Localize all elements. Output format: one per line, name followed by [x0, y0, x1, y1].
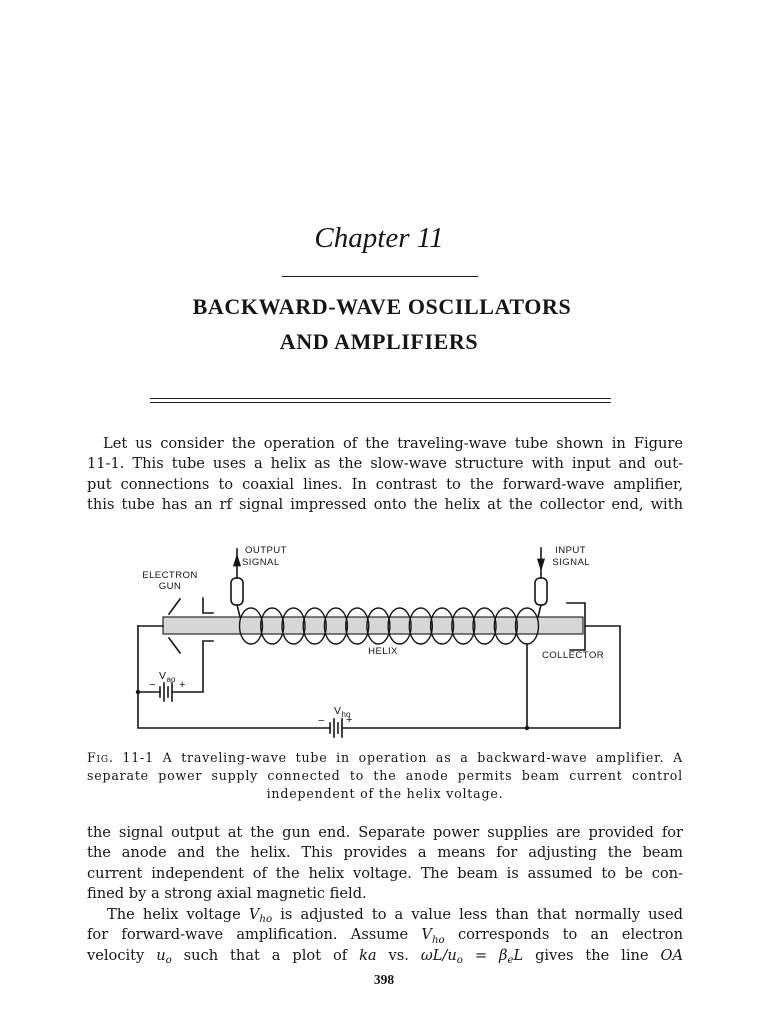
helix-voltage-subscript: ho — [341, 710, 351, 719]
anode-upper — [203, 598, 213, 613]
helix-voltage-label: V — [334, 705, 342, 717]
text-segment: velocity — [87, 946, 157, 964]
output-label-line-2: SIGNAL — [242, 557, 280, 568]
anode-plus-sign: + — [179, 679, 186, 691]
text-segment: The helix voltage — [107, 905, 249, 923]
output-arrowhead-icon — [234, 555, 241, 566]
double-rule — [150, 398, 611, 403]
input-arrowhead-icon — [538, 559, 545, 570]
junction-dot — [136, 690, 140, 694]
helix-minus-sign: − — [318, 715, 325, 727]
junction-dot — [525, 726, 529, 730]
math-symbol: u — [156, 946, 166, 964]
math-subscript: ho — [431, 934, 445, 946]
math-symbol: V — [248, 905, 260, 923]
chapter-label: Chapter 11 — [314, 222, 444, 254]
text-segment: is adjusted to a value less than that normally used — [272, 905, 684, 923]
helix-plus-sign: + — [346, 714, 353, 726]
body-line: 11-1. This tube uses a helix as the slow-wave structure with input and out- — [87, 455, 683, 473]
body-line — [87, 925, 683, 946]
focusing-electrode-lower — [169, 638, 180, 653]
electron-gun-label-line-1: ELECTRON — [142, 570, 198, 581]
body-line — [87, 946, 683, 967]
math-symbol: L — [513, 946, 524, 964]
anode-voltage-label: V — [159, 670, 167, 682]
chapter-title-line-1: BACKWARD-WAVE OSCILLATORS — [192, 294, 572, 319]
input-label-line-2: SIGNAL — [552, 557, 590, 568]
math-symbol: ωL/u — [420, 946, 457, 964]
body-line: this tube has an rf signal impressed onto the helix at the collector end, with — [87, 496, 683, 514]
figure-11-1-diagram — [120, 538, 640, 738]
text-segment: such that a plot of — [171, 946, 360, 964]
chapter-title-line-2: AND AMPLIFIERS — [279, 329, 479, 354]
body-line: current independent of the helix voltage. The beam is assumed to be con- — [87, 864, 683, 882]
input-label-line-1: INPUT — [555, 545, 586, 556]
electron-beam — [163, 617, 583, 634]
figure-caption-text: A traveling-wave tube in operation as a backward-wave amplifier. A — [162, 750, 683, 765]
body-line: the anode and the helix. This provides a means for adjusting the beam — [87, 844, 683, 862]
anode-minus-sign: − — [149, 679, 156, 691]
input-coax — [535, 578, 547, 605]
text-segment: corresponds to an electron — [444, 926, 683, 944]
math-symbol: β — [498, 946, 508, 964]
text-segment: = — [462, 946, 499, 964]
anode-voltage-subscript: ao — [166, 675, 176, 684]
figure-caption-line-2: separate power supply connected to the anode permits beam current control — [87, 768, 683, 783]
figure-caption-label: Fig. 11-1 — [87, 750, 154, 765]
input-coax-lead — [538, 605, 541, 617]
math-symbol: V — [421, 926, 432, 944]
body-line: put connections to coaxial lines. In contrast to the forward-wave amplifier, — [87, 475, 683, 493]
page-number: 398 — [373, 972, 395, 987]
math-subscript: o — [456, 955, 463, 967]
electron-gun-label-line-2: GUN — [158, 581, 182, 592]
math-subscript: o — [165, 955, 172, 967]
chapter-rule — [282, 276, 478, 277]
text-segment: gives the line — [523, 946, 661, 964]
output-coax — [231, 578, 243, 605]
text-segment: vs. — [376, 946, 421, 964]
helix-label: HELIX — [368, 646, 398, 657]
math-symbol: ka — [359, 946, 377, 964]
output-label-line-1: OUTPUT — [245, 545, 287, 556]
body-line — [87, 905, 683, 926]
body-line: Let us consider the operation of the traveling-wave tube shown in Figure — [103, 434, 683, 452]
math-symbol: OA — [660, 946, 683, 964]
body-line: the signal output at the gun end. Separate power supplies are provided for — [87, 823, 683, 841]
focusing-electrode-upper — [169, 599, 180, 614]
output-coax-lead — [237, 605, 240, 617]
body-line: fined by a strong axial magnetic field. — [87, 885, 367, 903]
figure-caption-line-3: independent of the helix voltage. — [266, 786, 504, 801]
figure-caption-line-1 — [87, 749, 683, 767]
math-subscript: e — [507, 955, 514, 967]
math-subscript: ho — [259, 914, 273, 926]
text-segment: for forward-wave amplification. Assume — [87, 926, 422, 944]
collector-label: COLLECTOR — [541, 650, 605, 661]
